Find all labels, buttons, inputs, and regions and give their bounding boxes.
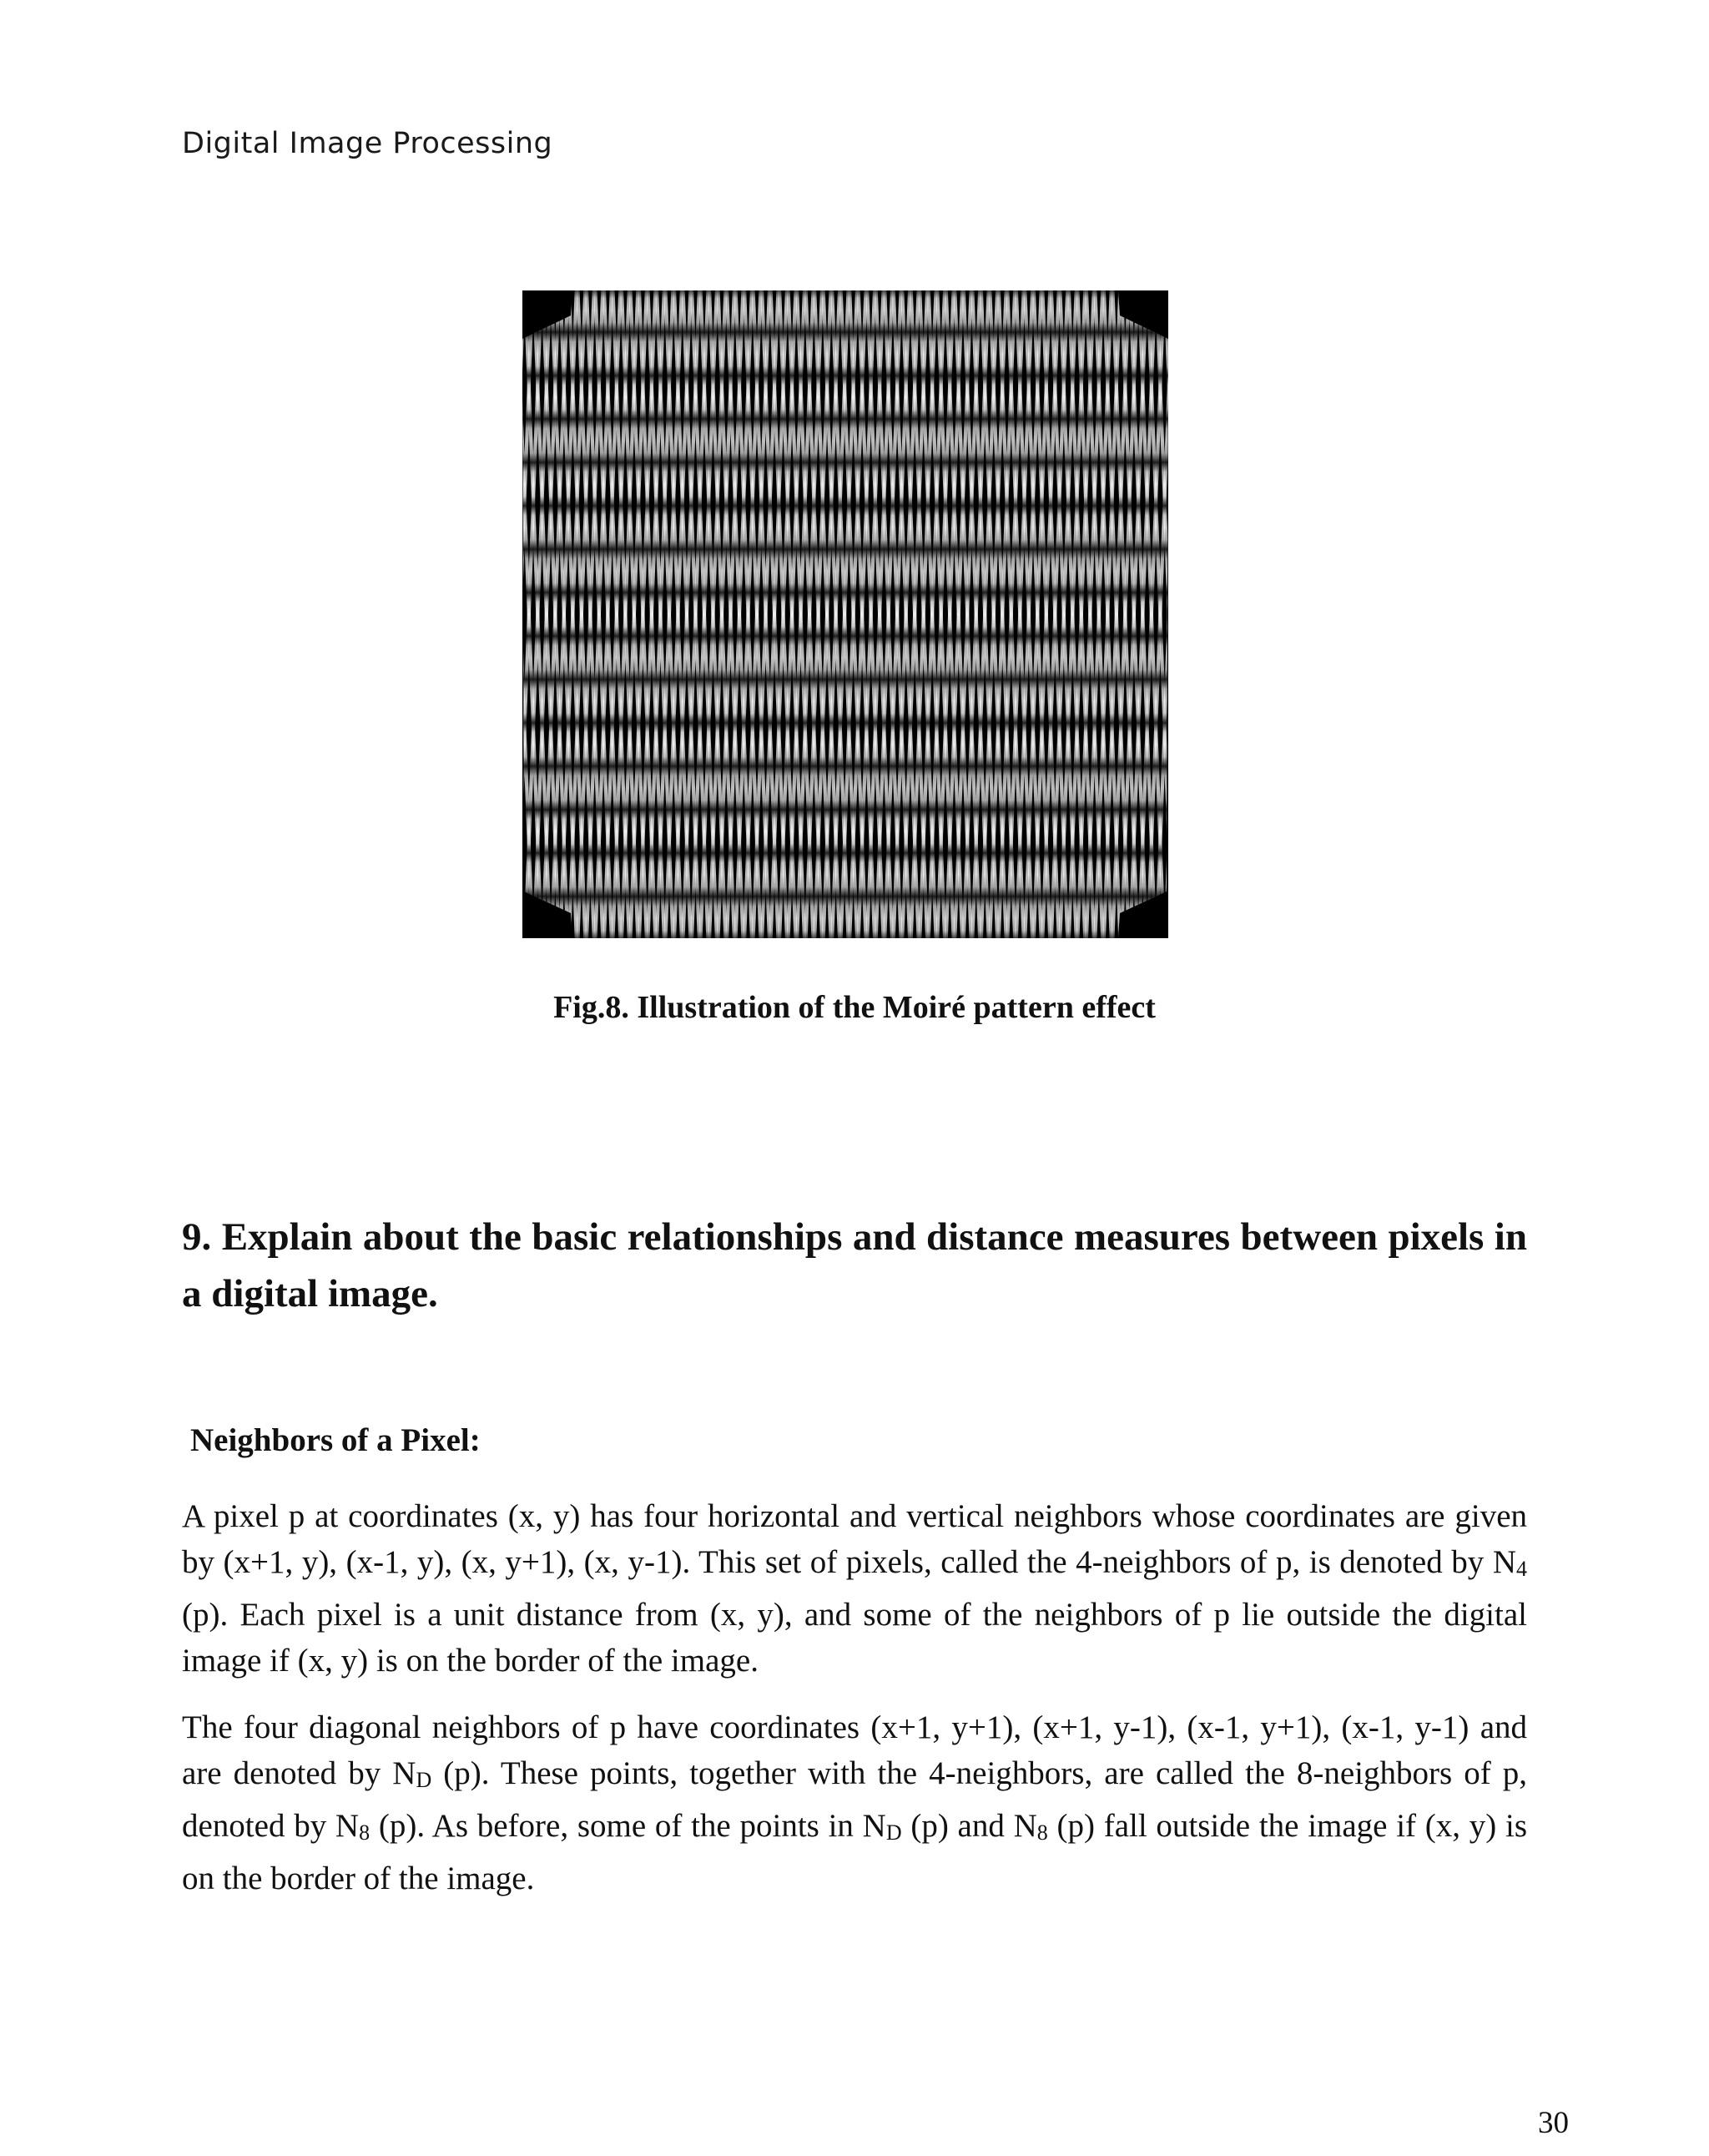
moire-pattern-image: [522, 290, 1168, 938]
paragraph-8-neighbors: The four diagonal neighbors of p have coordinates (x+1, y+1), (x+1, y-1), (x-1, y+1), (x-1, y-1) and are denoted by ND (p). These points, together with the 4-neighbors, are called the 8-neighbors of p, denoted by N8 (p). As before, some of the points in ND (p) and N8 (p) fall outside the image if (x, y) is on the border of the image.: [182, 1709, 1528, 1896]
section-question-heading: 9. Explain about the basic relationships and distance measures between pixels in a digital image.: [182, 1215, 1527, 1315]
paragraph-4-neighbors: A pixel p at coordinates (x, y) has four horizontal and vertical neighbors whose coordinates are given by (x+1, y), (x-1, y), (x, y+1), (x, y-1). This set of pixels, called the 4-neighbors of p, is denoted by N4 (p). Each pixel is a unit distance from (x, y), and some of the neighbors of p lie outside the digital image if (x, y) is on the border of the image.: [182, 1498, 1527, 1679]
figure-caption: Fig.8. Illustration of the Moiré pattern effect: [553, 990, 1156, 1025]
page-number: 30: [1538, 2106, 1569, 2140]
moire-pattern-figure: [522, 290, 1168, 938]
subheading-neighbors: Neighbors of a Pixel:: [190, 1422, 481, 1458]
running-header: Digital Image Processing: [182, 127, 553, 160]
